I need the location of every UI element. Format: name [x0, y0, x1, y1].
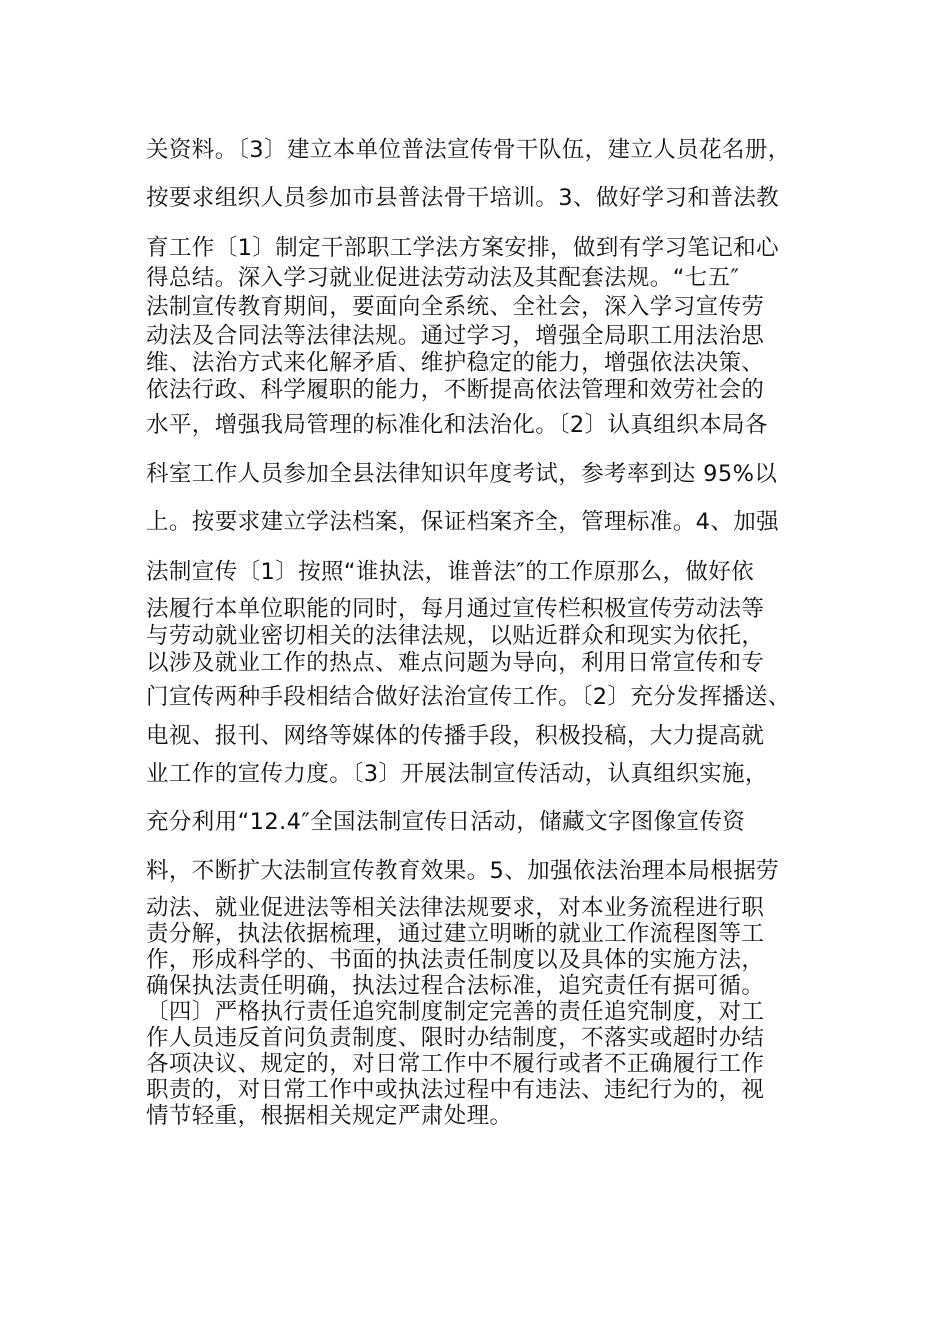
- text-line: 充分利用“12.4″全国法制宣传日活动，储藏文字图像宣传资: [146, 809, 746, 835]
- text-line: 得总结。深入学习就业促进法劳动法及其配套法规。“七五″: [146, 265, 740, 291]
- text-line: 料，不断扩大法制宣传教育效果。5、加强依法治理本局根据劳: [146, 858, 780, 884]
- text-line: 水平，增强我局管理的标准化和法治化。〔2〕认真组织本局各: [146, 412, 768, 438]
- text-line: 电视、报刊、网络等媒体的传播手段，积极投稿，大力提高就: [146, 723, 765, 749]
- text-line: 各项决议、规定的，对日常工作中不履行或者不正确履行工作: [146, 1051, 765, 1077]
- text-line: 作人员违反首问负责制度、限时办结制度，不落实或超时办结: [146, 1025, 765, 1051]
- text-line: 上。按要求建立学法档案，保证档案齐全，管理标准。4、加强: [146, 509, 780, 535]
- text-line: 与劳动就业密切相关的法律法规，以贴近群众和现实为依托，: [146, 623, 765, 649]
- text-line: 职责的，对日常工作中或执法过程中有违法、违纪行为的，视: [146, 1077, 765, 1103]
- text-line: 作，形成科学的、书面的执法责任制度以及具体的实施方法，: [146, 947, 765, 973]
- text-line: 门宣传两种手段相结合做好法治宣传工作。〔2〕充分发挥播送、: [146, 684, 791, 710]
- text-line: 维、法治方式来化解矛盾、维护稳定的能力，增强依法决策、: [146, 350, 765, 376]
- text-line: 动法及合同法等法律法规。通过学习，增强全局职工用法治思: [146, 323, 765, 349]
- text-line: 按要求组织人员参加市县普法骨干培训。3、做好学习和普法教: [146, 185, 780, 211]
- text-line: 〔四〕严格执行责任追究制度制定完善的责任追究制度，对工: [146, 999, 765, 1025]
- text-line: 确保执法责任明确，执法过程合法标准，追究责任有据可循。: [146, 973, 765, 999]
- text-line: 育工作〔1〕制定干部职工学法方案安排，做到有学习笔记和心: [146, 235, 780, 261]
- text-line: 责分解，执法依据梳理，通过建立明晰的就业工作流程图等工: [146, 921, 765, 947]
- text-line: 依法行政、科学履职的能力，不断提高依法管理和效劳社会的: [146, 377, 765, 403]
- text-line: 情节轻重，根据相关规定严肃处理。: [146, 1103, 513, 1129]
- text-line: 以涉及就业工作的热点、难点问题为导向，利用日常宣传和专: [146, 650, 765, 676]
- text-line: 法制宣传教育期间，要面向全系统、全社会，深入学习宣传劳: [146, 294, 765, 320]
- text-line: 关资料。〔3〕建立本单位普法宣传骨干队伍，建立人员花名册，: [146, 137, 791, 163]
- text-line: 动法、就业促进法等相关法律法规要求，对本业务流程进行职: [146, 895, 765, 921]
- text-line: 业工作的宣传力度。〔3〕开展法制宣传活动，认真组织实施，: [146, 761, 768, 787]
- text-line: 法制宣传〔1〕按照“谁执法，谁普法″的工作原那么，做好依: [146, 559, 755, 585]
- text-line: 法履行本单位职能的同时，每月通过宣传栏积极宣传劳动法等: [146, 596, 765, 622]
- text-line: 科室工作人员参加全县法律知识年度考试，参考率到达 95%以: [146, 461, 778, 487]
